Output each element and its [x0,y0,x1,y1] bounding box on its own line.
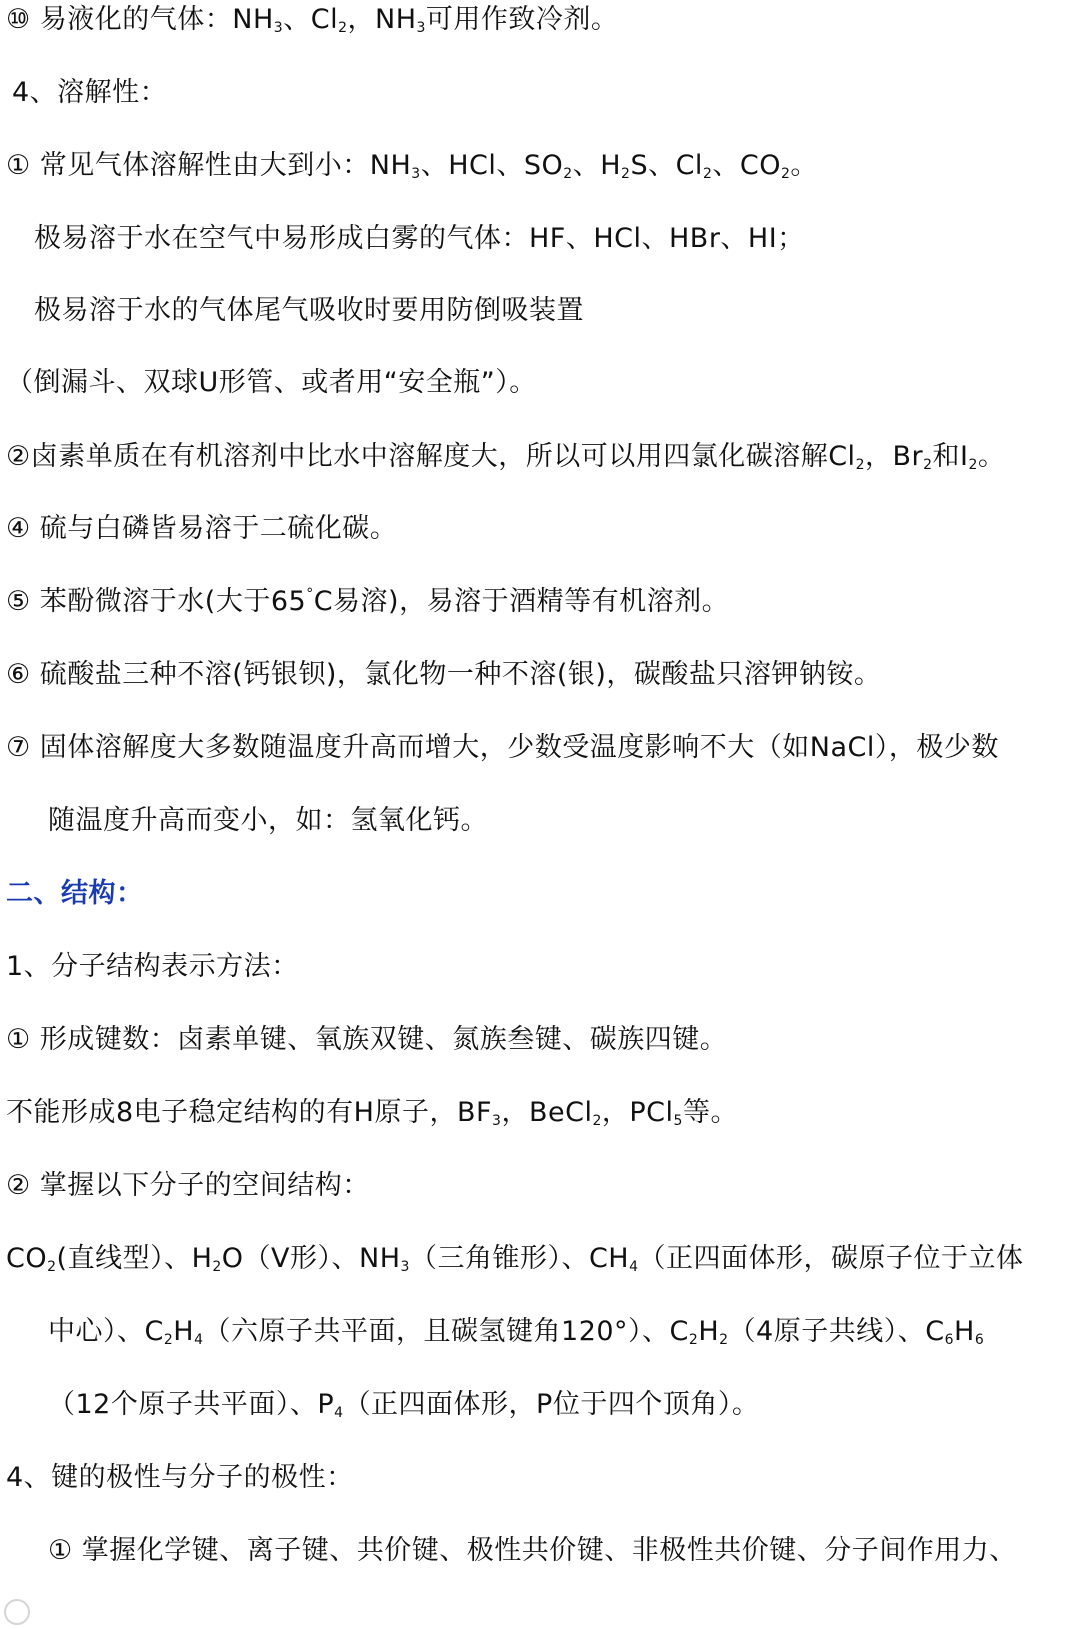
text-line: 中心）、$C_2H_4$（六原子共平面，且碳氢键角120°）、$C_2H_2(4$原子共线）、$C_6H_6$ [48,1316,985,1348]
subsection-heading: 4、键的极性与分子的极性： [6,1462,354,1493]
text-line: ④ 硫与白磷皆易溶于二硫化碳。 [6,513,398,544]
text-line: $CO_2$(直线型）、$H_2O(V$形）、$NH_3$（三角锥形）、$CH_4$（正四面体形，碳原子位于立体 [6,1243,1024,1275]
text-line: ① 掌握化学键、离子键、共价键、极性共价键、非极性共价键、分子间作用力、 [48,1535,1017,1566]
watermark-icon [4,1599,30,1625]
text-line: ⑦ 固体溶解度大多数随温度升高而增大，少数受温度影响不大（如NaCl），极少数 [6,732,999,763]
text-line: ① 常见气体溶解性由大到小：$NH_3$、HCl、$SO_2$、$H_2S$、$Cl_2$、$CO_2$。 [6,150,818,182]
section-heading: 4、溶解性： [12,77,168,108]
watermark-logo [0,1595,150,1623]
text-line: ② 掌握以下分子的空间结构： [6,1170,370,1201]
text-line: ① 形成键数：卤素单键、氧族双键、氮族叁键、碳族四键。 [6,1024,728,1055]
section-heading: 二、结构： [6,878,144,909]
text-line: （12个原子共平面）、$P_4$（正四面体形，P位于四个顶角）。 [48,1389,760,1421]
text-line: 极易溶于水的气体尾气吸收时要用防倒吸装置 [34,295,584,326]
text-line: ⑩ 易液化的气体：$NH_3$、$Cl_2$，$NH_3$可用作致冷剂。 [6,4,619,36]
text-line: 不能形成8电子稳定结构的有H原子，$BF_3$，BeCl$_2$，PCl$_5$等。 [6,1097,738,1129]
subsection-heading: 1、分子结构表示方法： [6,951,299,982]
text-line: ②卤素单质在有机溶剂中比水中溶解度大，所以可以用四氯化碳溶解$Cl_2$，$Br_2$和$I_2$。 [6,441,1006,473]
text-line: 随温度升高而变小，如：氢氧化钙。 [48,805,488,836]
text-line: ⑤ 苯酚微溶于水(大于65°C易溶)，易溶于酒精等有机溶剂。 [6,586,730,617]
text-line: 极易溶于水在空气中易形成白雾的气体：HF、HCl、HBr、HI； [34,223,805,254]
text-line: （倒漏斗、双球U形管、或者用“安全瓶”）。 [6,367,537,398]
text-line: ⑥ 硫酸盐三种不溶(钙银钡)，氯化物一种不溶(银)，碳酸盐只溶钾钠铵。 [6,659,882,690]
